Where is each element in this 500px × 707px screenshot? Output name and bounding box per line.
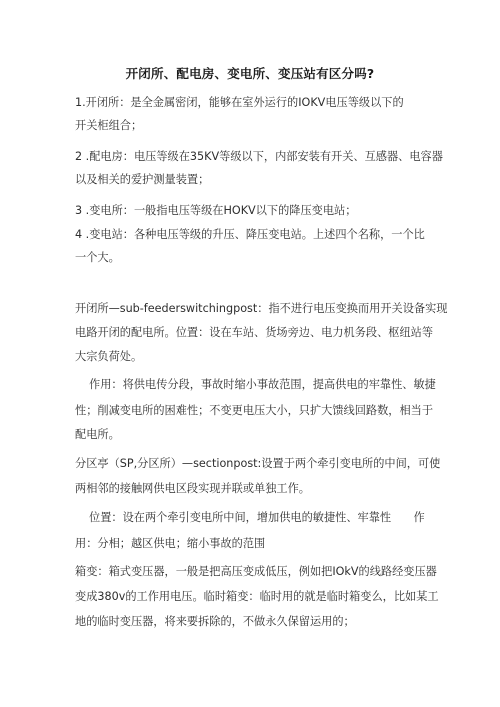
text-line: 地的临时变压器，将来要拆除的，不做永久保留运用的；	[75, 615, 355, 628]
text-line: 2 .配电房：电压等级在35KV等级以下，内部安装有开关、互感器、电容器	[75, 150, 443, 163]
text-line: 开关柜组合；	[75, 119, 143, 132]
text-line: 一个大。	[75, 251, 120, 264]
text-line: 作用：将供电传分段，事故时缩小事故范围，提高供电的牢靠性、敏捷	[89, 378, 436, 391]
document-title: 开闭所、配电房、变电所、变压站有区分吗?	[125, 66, 375, 81]
text-line: 性；削减变电所的困难性；不变更电压大小，只扩大馈线回路数，相当于	[75, 404, 434, 417]
text-line: 两相邻的接触网供电区段实现并联或单独工作。	[75, 482, 310, 495]
text-line: 3 .变电所：一般指电压等级在HOKV以下的降压变电站；	[75, 204, 357, 217]
text-line: 用：分相；越区供电；缩小事故的范围	[75, 537, 266, 550]
text-line: 变成380v的工作用电压。临时箱变：临时用的就是临时箱变么，比如某工	[75, 590, 439, 603]
text-line: 大宗负荷处。	[75, 350, 143, 363]
text-line: 箱变：箱式变压器，一般是把高压变成低压，例如把IOkV的线路经变压器	[75, 565, 437, 578]
text-line: 1.开闭所：是全金属密闭，能够在室外运行的IOKV电压等级以下的	[75, 96, 404, 109]
text-line: 4 .变电站：各种电压等级的升压、降压变电站。上述四个名称，一个比	[75, 228, 425, 241]
text-line: 以及相关的爱护测量装置；	[75, 173, 210, 186]
text-line: 电路开闭的配电所。位置：设在车站、货场旁边、电力机务段、枢纽站等	[75, 326, 434, 339]
text-line: 位置：设在两个牵引变电所中间，增加供电的敏捷性、牢靠性 作	[89, 511, 425, 524]
text-line: 开闭所—sub-feederswitchingpost：指不进行电压变换而用开关设备实现	[75, 302, 448, 315]
text-line: 配电所。	[75, 428, 120, 441]
text-line: 分区亭（SP,分区所）—sectionpost:设置于两个牵引变电所的中间，可使	[75, 457, 441, 470]
